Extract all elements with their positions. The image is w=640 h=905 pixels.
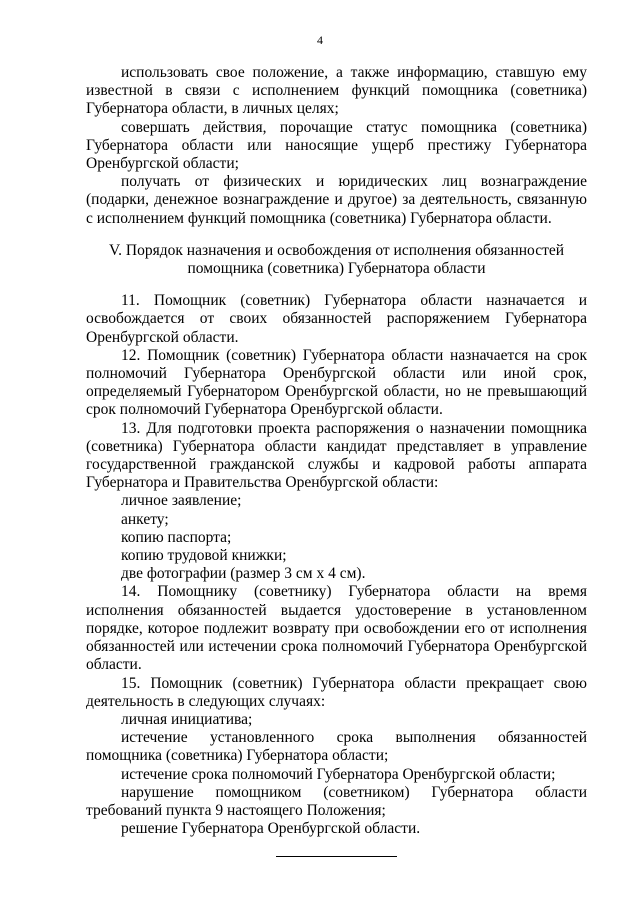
paragraph: совершать действия, порочащие статус помощника (советника) Губернатора области или наносящие ущерб престижу Губернатора Оренбургской области; bbox=[86, 118, 587, 173]
list-item: нарушение помощником (советником) Губернатора области требований пункта 9 настоящего Положения; bbox=[86, 783, 587, 819]
page-number: 4 bbox=[317, 33, 323, 47]
list-item: решение Губернатора Оренбургской области. bbox=[121, 820, 421, 838]
list-item: анкету; bbox=[121, 510, 169, 528]
paragraph-item-15: 15. Помощник (советник) Губернатора области прекращает свою деятельность в следующих случаях: bbox=[86, 674, 587, 710]
document-body bbox=[86, 64, 587, 857]
paragraph: использовать свое положение, а также информацию, ставшую ему известной в связи с исполнением функций помощника (советника) Губернатора области, в личных целях; bbox=[86, 64, 587, 118]
section-heading-line: помощника (советника) Губернатора области bbox=[187, 260, 486, 278]
end-divider bbox=[276, 856, 397, 857]
list-item: личное заявление; bbox=[121, 492, 242, 510]
paragraph-item-11: 11. Помощник (советник) Губернатора области назначается и освобождается от своих обязанностей распоряжением Губернатора Оренбургской области. bbox=[86, 292, 587, 346]
list-item: две фотографии (размер 3 см х 4 см). bbox=[121, 565, 366, 583]
list-item: истечение срока полномочий Губернатора Оренбургской области; bbox=[121, 765, 556, 783]
paragraph-item-12: 12. Помощник (советник) Губернатора области назначается на срок полномочий Губернатора Оренбургской области или иной срок, определяемый Губернатором Оренбургской области, но не превышающий срок полномочий Губернатора Оренбургской области. bbox=[86, 346, 587, 419]
list-item: личная инициатива; bbox=[121, 710, 253, 728]
list-item: истечение установленного срока выполнения обязанностей помощника (советника) Губернатора области; bbox=[86, 729, 587, 765]
paragraph: получать от физических и юридических лиц вознаграждение (подарки, денежное вознаграждение и другое) за деятельность, связанную с исполнением функций помощника (советника) Губернатора области. bbox=[86, 173, 587, 227]
section-heading bbox=[86, 242, 587, 278]
paragraph-item-13: 13. Для подготовки проекта распоряжения о назначении помощника (советника) Губернатора области кандидат представляет в управление государственной гражданской службы и кадровой работы аппарата Губернатора и Правительства Оренбургской области: bbox=[86, 419, 587, 492]
list-item: копию трудовой книжки; bbox=[121, 547, 287, 565]
section-heading-line: V. Порядок назначения и освобождения от исполнения обязанностей bbox=[108, 241, 565, 259]
list-item: копию паспорта; bbox=[121, 528, 232, 546]
paragraph-item-14: 14. Помощнику (советнику) Губернатора области на время исполнения обязанностей выдается удостоверение в установленном порядке, которое подлежит возврату при освобождении его от исполнения обязанностей или истечении срока полномочий Губернатора Оренбургской области. bbox=[86, 583, 587, 674]
